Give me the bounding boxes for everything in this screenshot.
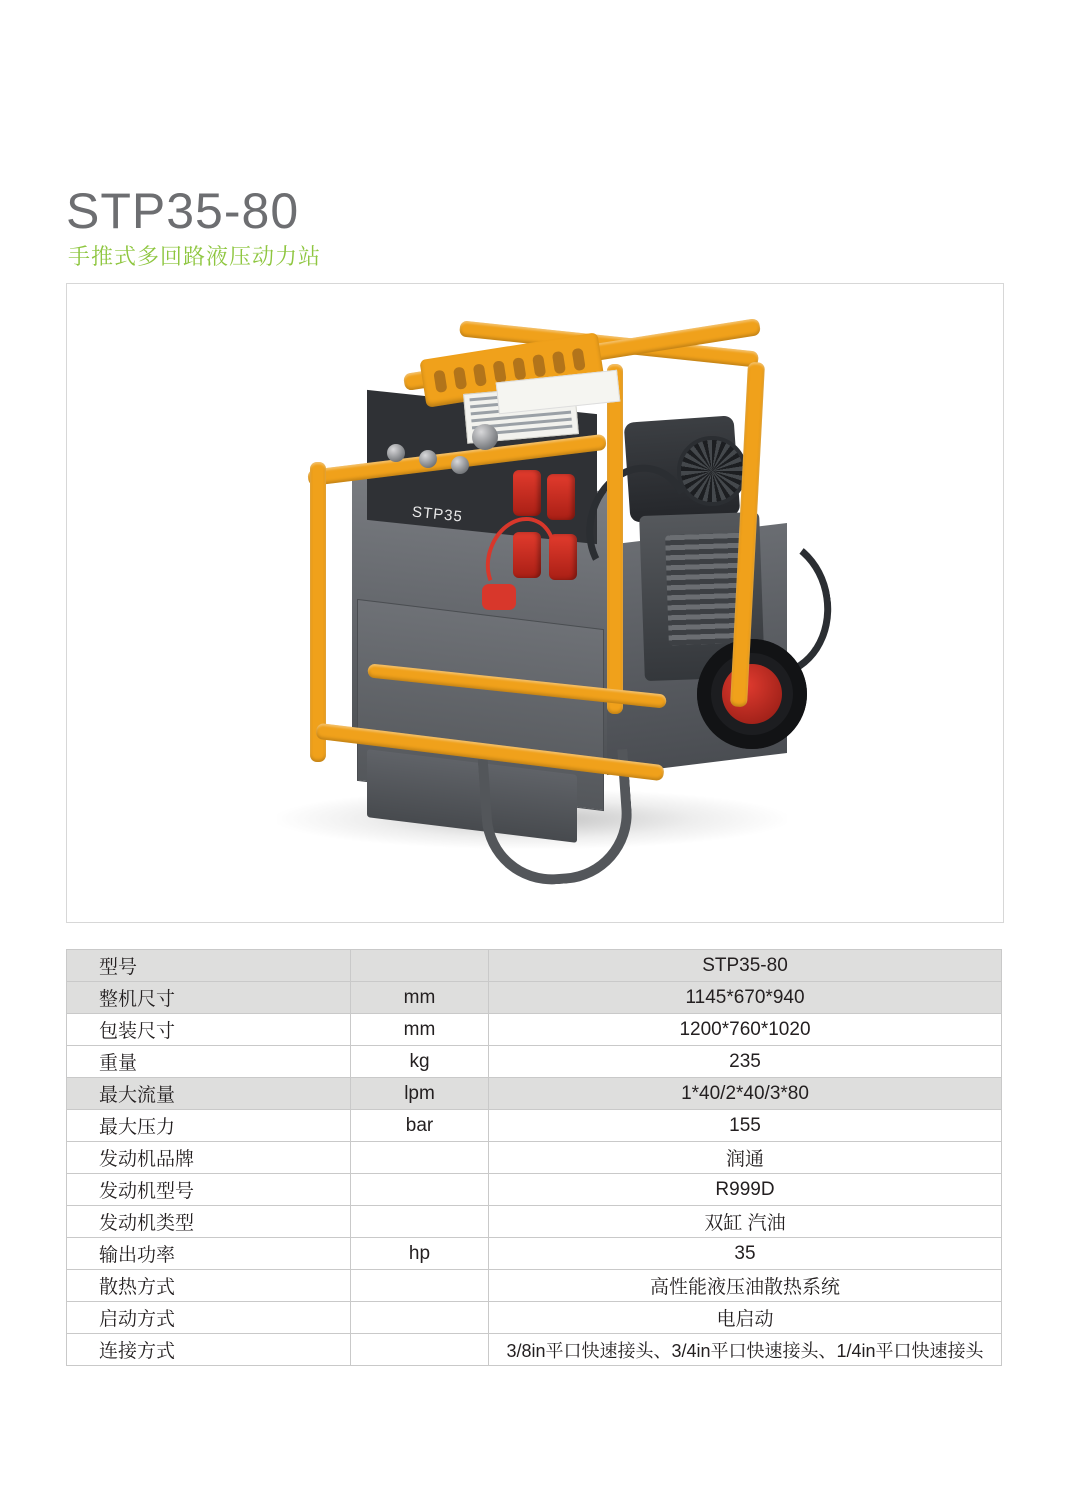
table-row xyxy=(67,1206,1002,1238)
spec-name: 重量 xyxy=(67,1046,351,1078)
spec-value: 1200*760*1020 xyxy=(489,1014,1002,1046)
spec-unit: lpm xyxy=(351,1078,489,1110)
table-row xyxy=(67,1334,1002,1366)
table-row xyxy=(67,1142,1002,1174)
spec-value: STP35-80 xyxy=(489,950,1002,982)
product-image-panel xyxy=(66,283,1004,923)
spec-unit xyxy=(351,950,489,982)
table-row xyxy=(67,1078,1002,1110)
table-row xyxy=(67,1046,1002,1078)
spec-name: 散热方式 xyxy=(67,1270,351,1302)
table-row xyxy=(67,982,1002,1014)
table-row xyxy=(67,950,1002,982)
spec-unit xyxy=(351,1142,489,1174)
spec-unit: kg xyxy=(351,1046,489,1078)
spec-unit xyxy=(351,1302,489,1334)
spec-unit: mm xyxy=(351,1014,489,1046)
spec-unit xyxy=(351,1206,489,1238)
spec-value: 电启动 xyxy=(489,1302,1002,1334)
frame-bar-left xyxy=(310,462,326,762)
spec-unit xyxy=(351,1270,489,1302)
table-row xyxy=(67,1174,1002,1206)
spec-unit: mm xyxy=(351,982,489,1014)
spec-value: 155 xyxy=(489,1110,1002,1142)
specification-table-body xyxy=(67,950,1002,1366)
spec-unit: hp xyxy=(351,1238,489,1270)
spec-unit xyxy=(351,1334,489,1366)
table-row xyxy=(67,1014,1002,1046)
table-row xyxy=(67,1110,1002,1142)
table-row xyxy=(67,1238,1002,1270)
spec-value: 3/8in平口快速接头、3/4in平口快速接头、1/4in平口快速接头 xyxy=(489,1334,1002,1366)
spec-value: 1*40/2*40/3*80 xyxy=(489,1078,1002,1110)
spec-value: 双缸 汽油 xyxy=(489,1206,1002,1238)
spec-value: R999D xyxy=(489,1174,1002,1206)
spec-name: 发动机品牌 xyxy=(67,1142,351,1174)
valve-knob-1 xyxy=(387,444,405,462)
machine-model-text: STP35 xyxy=(411,503,464,526)
spec-name: 最大压力 xyxy=(67,1110,351,1142)
gauge-dial xyxy=(472,424,498,450)
spec-name: 最大流量 xyxy=(67,1078,351,1110)
spec-name: 输出功率 xyxy=(67,1238,351,1270)
spec-name: 整机尺寸 xyxy=(67,982,351,1014)
spec-name: 启动方式 xyxy=(67,1302,351,1334)
spec-name: 连接方式 xyxy=(67,1334,351,1366)
page-subtitle: 手推式多回路液压动力站 xyxy=(68,244,322,269)
main-wheel xyxy=(697,639,807,749)
table-row xyxy=(67,1270,1002,1302)
valve-knob-2 xyxy=(419,450,437,468)
spec-name: 发动机型号 xyxy=(67,1174,351,1206)
spec-value: 润通 xyxy=(489,1142,1002,1174)
product-photo xyxy=(67,284,1003,922)
spec-value: 35 xyxy=(489,1238,1002,1270)
table-row xyxy=(67,1302,1002,1334)
spec-name: 发动机类型 xyxy=(67,1206,351,1238)
specification-table xyxy=(66,949,1002,1366)
spec-unit: bar xyxy=(351,1110,489,1142)
quick-coupler-1 xyxy=(513,470,541,516)
machine-illustration xyxy=(67,284,1003,922)
spec-value: 高性能液压油散热系统 xyxy=(489,1270,1002,1302)
frame-bar-middle xyxy=(607,364,623,714)
valve-knob-3 xyxy=(451,456,469,474)
spec-name: 包装尺寸 xyxy=(67,1014,351,1046)
page-title: STP35-80 xyxy=(66,182,300,239)
spec-value: 235 xyxy=(489,1046,1002,1078)
spec-value: 1145*670*940 xyxy=(489,982,1002,1014)
spec-name: 型号 xyxy=(67,950,351,982)
spec-unit xyxy=(351,1174,489,1206)
quick-coupler-2 xyxy=(547,474,575,520)
